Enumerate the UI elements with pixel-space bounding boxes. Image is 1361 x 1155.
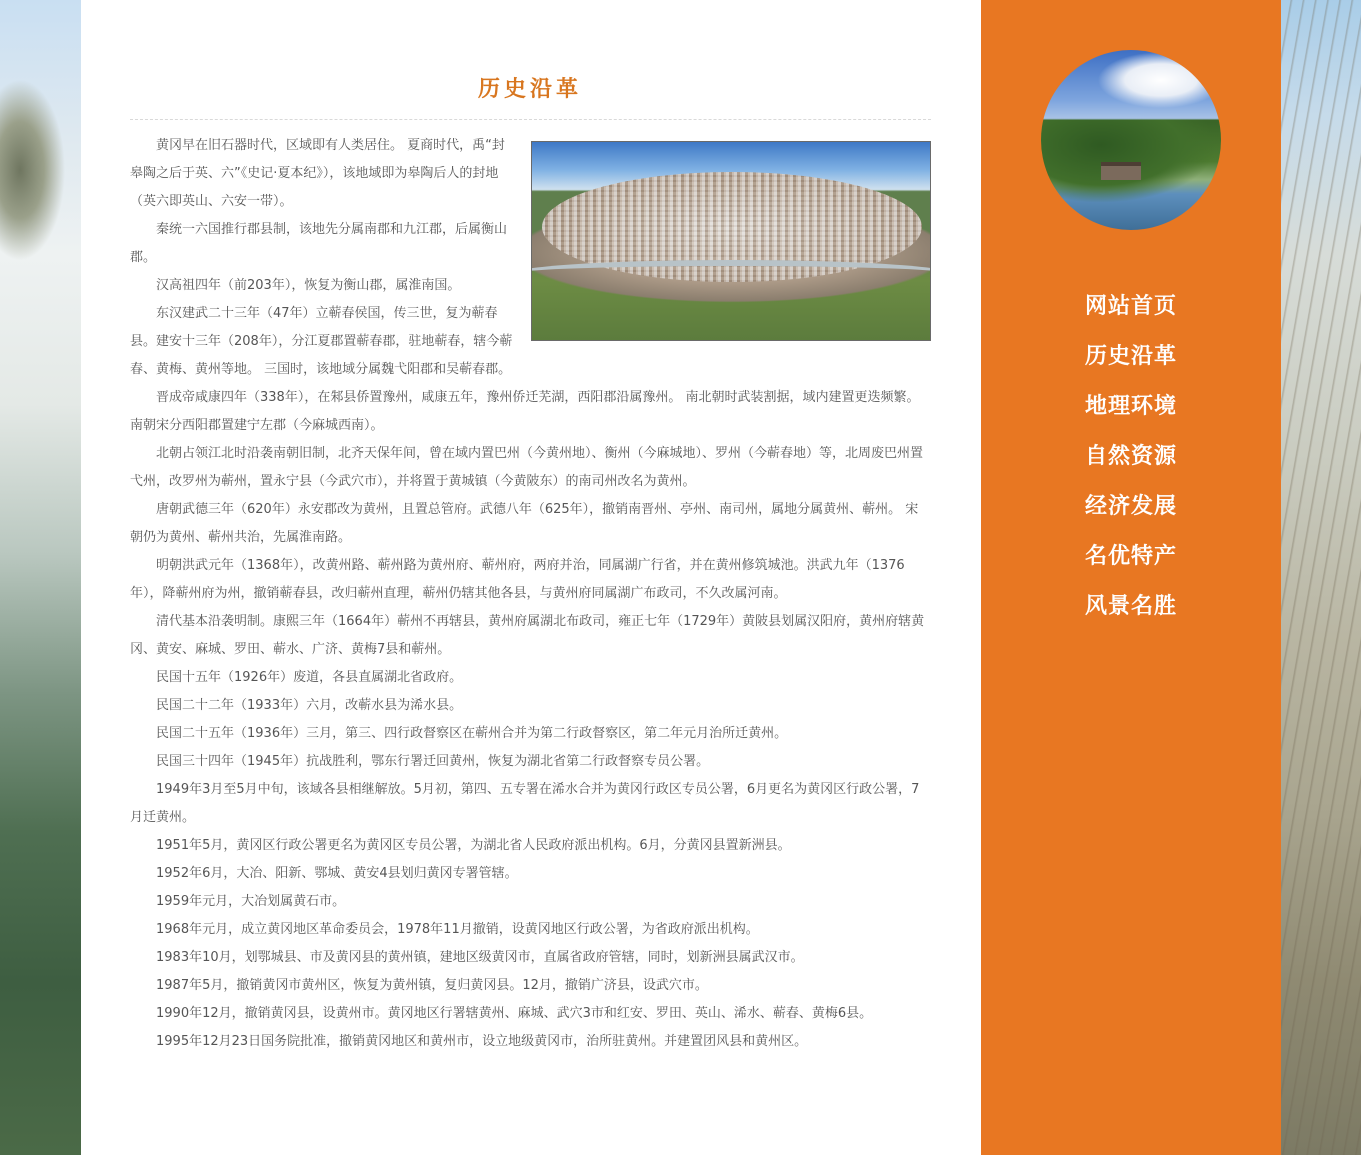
sidebar (981, 0, 1281, 1155)
nav-item-economy[interactable]: 经济发展 (1084, 494, 1177, 519)
article-paragraph: 东汉建武二十三年（47年）立蕲春侯国，传三世，复为蕲春县。建安十三年（208年），分江夏郡置蕲春郡，驻地蕲春，辖今蕲春、黄梅、黄州等地。 三国时，该地域分属魏弋阳郡和吴蕲春郡。 (130, 306, 513, 377)
article-paragraph: 1959年元月，大冶划属黄石市。 (156, 894, 346, 909)
article-paragraph: 民国三十四年（1945年）抗战胜利，鄂东行署迁回黄州，恢复为湖北省第二行政督察专员公署。 (156, 754, 710, 769)
landscape-avatar-image (1041, 50, 1221, 230)
article-paragraph: 唐朝武德三年（620年）永安郡改为黄州，且置总管府。武德八年（625年），撤销南晋州、亭州、南司州，属地分属黄州、蕲州。 宋朝仍为黄州、蕲州共治，先属淮南路。 (130, 502, 919, 545)
article-paragraph: 明朝洪武元年（1368年），改黄州路、蕲州路为黄州府、蕲州府，两府并治，同属湖广行省，并在黄州修筑城池。洪武九年（1376年），降蕲州府为州，撤销蕲春县，改归蕲州直理，蕲州仍辖其他各县，与黄州府同属湖广布政司，不久改属河南。 (130, 558, 905, 601)
nav-item-geography[interactable]: 地理环境 (1084, 394, 1177, 419)
article-paragraph: 1990年12月，撤销黄冈县，设黄州市。黄冈地区行署辖黄州、麻城、武穴3市和红安、罗田、英山、浠水、蕲春、黄梅6县。 (156, 1006, 873, 1021)
article-paragraph: 民国二十五年（1936年）三月，第三、四行政督察区在蕲州合并为第二行政督察区，第二年元月治所迁黄州。 (156, 726, 788, 741)
article-paragraph: 秦统一六国推行郡县制，该地先分属南郡和九江郡，后属衡山郡。 (130, 222, 508, 265)
nav-item-home[interactable]: 网站首页 (1084, 294, 1177, 319)
main-content (81, 0, 981, 1155)
article-paragraph: 1952年6月，大冶、阳新、鄂城、黄安4县划归黄冈专署管辖。 (156, 866, 518, 881)
city-panorama-image (531, 141, 931, 341)
nav-item-specialties[interactable]: 名优特产 (1084, 544, 1177, 569)
sidebar-nav (981, 282, 1281, 632)
article-paragraph: 1968年元月，成立黄冈地区革命委员会，1978年11月撤销，设黄冈地区行政公署，为省政府派出机构。 (156, 922, 759, 937)
article-paragraph: 黄冈早在旧石器时代，区域即有人类居住。 夏商时代，禹“封皋陶之后于英、六”《史记·夏本纪》），该地域即为皋陶后人的封地（英六即英山、六安一带）。 (130, 138, 505, 209)
article-paragraph: 民国二十二年（1933年）六月，改蕲水县为浠水县。 (156, 698, 463, 713)
article-paragraph: 1951年5月，黄冈区行政公署更名为黄冈区专员公署，为湖北省人民政府派出机构。6月，分黄冈县置新洲县。 (156, 838, 791, 853)
article-paragraph: 清代基本沿袭明制。康熙三年（1664年）蕲州不再辖县，黄州府属湖北布政司，雍正七年（1729年）黄陂县划属汉阳府，黄州府辖黄冈、黄安、麻城、罗田、蕲水、广济、黄梅7县和蕲州。 (130, 614, 925, 657)
article-paragraph: 1987年5月，撤销黄冈市黄州区，恢复为黄州镇，复归黄冈县。12月，撤销广济县，设武穴市。 (156, 978, 708, 993)
article-paragraph: 1949年3月至5月中旬，该域各县相继解放。5月初，第四、五专署在浠水合并为黄冈行政区专员公署，6月更名为黄冈区行政公署，7月迁黄州。 (130, 782, 920, 825)
nav-item-resources[interactable]: 自然资源 (1084, 444, 1177, 469)
avatar-house (1101, 162, 1141, 180)
city-panorama-river (531, 260, 931, 288)
background-scenery-right (1281, 0, 1361, 1155)
article-paragraph: 北朝占领江北时沿袭南朝旧制，北齐天保年间，曾在域内置巴州（今黄州地）、衡州（今麻城地）、罗州（今蕲春地）等，北周废巴州置弋州，改罗州为蕲州，置永宁县（今武穴市），并将置于黄城镇（今黄陂东）的南司州改名为黄州。 (130, 446, 924, 489)
article-paragraph: 民国十五年（1926年）废道，各县直属湖北省政府。 (156, 670, 463, 685)
article-body (130, 132, 931, 1056)
nav-item-history[interactable]: 历史沿革 (1084, 344, 1177, 369)
article-paragraph: 汉高祖四年（前203年），恢复为衡山郡，属淮南国。 (156, 278, 461, 293)
article-paragraph: 1983年10月，划鄂城县、市及黄冈县的黄州镇，建地区级黄冈市，直属省政府管辖，同时，划新洲县属武汉市。 (156, 950, 804, 965)
background-scenery-left (0, 0, 81, 1155)
title-divider (130, 119, 931, 120)
article-paragraph: 晋成帝咸康四年（338年），在邾县侨置豫州，咸康五年，豫州侨迁芜湖，西阳郡沿属豫州。 南北朝时武装割据，域内建置更迭频繁。南朝宋分西阳郡置建宁左郡（今麻城西南）。 (130, 390, 920, 433)
article-paragraph: 1995年12月23日国务院批准，撤销黄冈地区和黄州市，设立地级黄冈市，治所驻黄州。并建置团风县和黄州区。 (156, 1034, 808, 1049)
nav-item-scenery[interactable]: 风景名胜 (1084, 594, 1177, 619)
page-title: 历史沿革 (477, 76, 582, 102)
